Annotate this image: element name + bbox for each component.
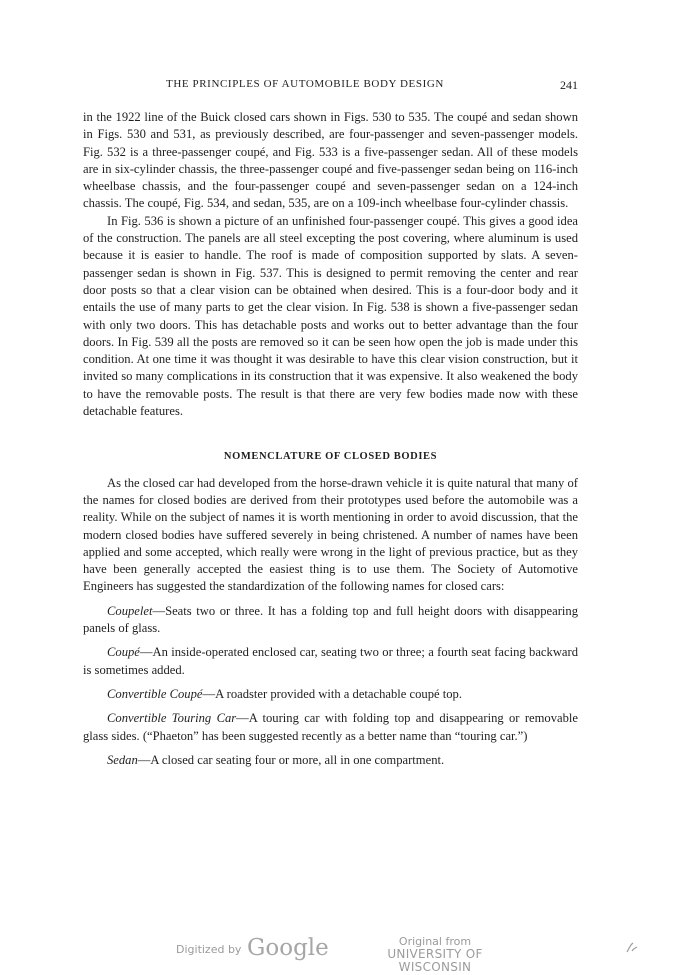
definition-convertible-coupe <box>83 686 578 703</box>
running-header <box>83 78 578 94</box>
definition-text: —A touring car with folding top and disappearing or removable glass sides. (“Phaeton” has been suggested recently as a better name than “touring car.”) <box>83 711 578 743</box>
digitized-by-label: Digitized by <box>176 943 242 956</box>
original-source <box>364 935 506 974</box>
definition-coupelet <box>83 603 578 638</box>
institution-name: UNIVERSITY OF WISCONSIN <box>387 947 483 974</box>
original-from-label: Original from <box>398 935 472 948</box>
paragraph-nomenclature: As the closed car had developed from the horse-drawn vehicle it is quite natural that many of the names for closed bodies are derived from their prototypes used before the automobile was a reality. While on the subject of names it is worth mentioning in order to avoid discussion, that the modern closed bodies have suffered severely in being christened. A number of names have been applied and some accepted, which really were wrong in the light of previous practice, but as they have been generally accepted the easiest thing is to use them. The Society of Automotive Engineers has suggested the standardization of the following names for closed cars: <box>83 475 578 594</box>
definition-term: Coupelet <box>107 603 153 618</box>
definition-convertible-touring-car <box>83 710 578 745</box>
definition-term: Sedan <box>107 752 138 767</box>
definition-text: —A closed car seating four or more, all in one compartment. <box>137 752 445 767</box>
definition-coupe <box>83 644 578 679</box>
page-body <box>83 109 578 769</box>
definition-text: —A roadster provided with a detachable coupé top. <box>202 686 462 701</box>
paragraph-buick-models: in the 1922 line of the Buick closed cars shown in Figs. 530 to 535. The coupé and sedan shown in Figs. 530 and 531, as previously described, are four-passenger and seven-passenger models. Fig. 532 is a three-passenger coupé, and Fig. 533 is a five-passenger sedan. All of these models are in six-cylinder chassis, the three-passenger coupé and five-passenger sedan being on 116-inch wheelbase chassis, and the four-passenger coupé and seven-passenger sedan on a 124-inch chassis. The coupé, Fig. 534, and sedan, 535, are on a 109-inch wheelbase four-cylinder chassis. <box>83 110 578 211</box>
page-corner-mark-icon <box>625 942 638 954</box>
digitization-footer <box>0 933 680 974</box>
paragraph-coupe-construction: In Fig. 536 is shown a picture of an unfinished four-passenger coupé. This gives a good idea of the construction. The panels are all steel excepting the post covering, where aluminum is used because it is easier to handle. The roof is made of composition supported by slats. A seven-passenger sedan is shown in Fig. 537. This is designed to permit removing the center and rear door posts so that a clear vision can be obtained when desired. This is a four-door body and it entails the use of many parts to get the clear vision. In Fig. 538 is shown a five-passenger sedan with only two doors. This has detachable posts and works out to better advantage than the four doors. In Fig. 539 all the posts are removed so it can be seen how open the job is made under this condition. At one time it was thought it was desirable to have this clear vision construction, but it invited so many complications in its construction that it was expensive. It also weakened the body to have the removable posts. The result is that there are very few bodies made now with these detachable features. <box>83 213 578 419</box>
page-number: 241 <box>560 78 578 92</box>
definition-text: —Seats two or three. It has a folding top and full height doors with disappearing panels of glass. <box>83 603 578 636</box>
running-title: THE PRINCIPLES OF AUTOMOBILE BODY DESIGN <box>166 78 444 90</box>
definition-term: Coupé <box>107 645 140 660</box>
definition-text: —An inside-operated enclosed car, seating two or three; a fourth seat facing backward is sometimes added. <box>83 645 578 677</box>
definition-term: Convertible Touring Car <box>107 711 237 726</box>
google-logo: Google <box>247 935 329 961</box>
section-heading: NOMENCLATURE OF CLOSED BODIES <box>223 451 438 463</box>
definition-sedan <box>83 752 578 769</box>
definition-term: Convertible Coupé <box>107 686 203 701</box>
